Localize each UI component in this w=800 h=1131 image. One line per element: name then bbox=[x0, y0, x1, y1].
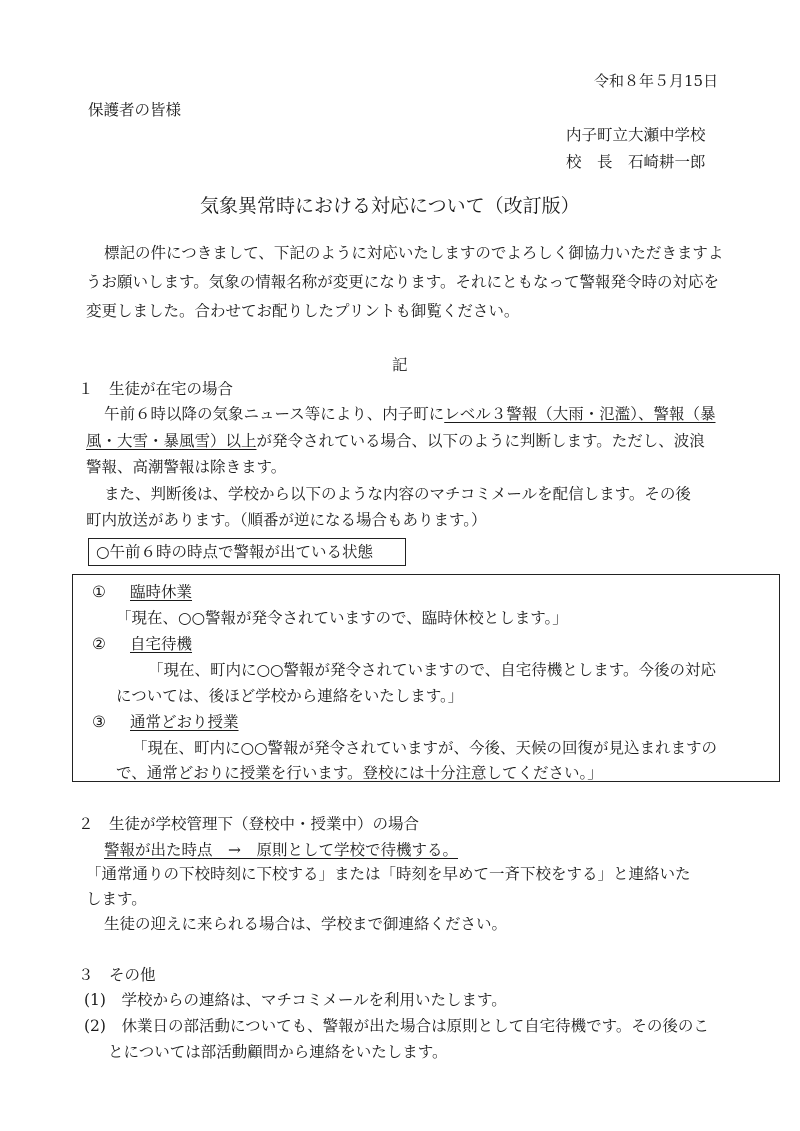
option3-text-line2: で、通常どおりに授業を行います。登校には十分注意してください。」 bbox=[116, 764, 603, 782]
section2-line2: します。 bbox=[86, 890, 147, 908]
condition-label: ○午前６時の時点で警報が出ている状態 bbox=[96, 543, 374, 561]
option2-label: 自宅待機 bbox=[130, 635, 193, 653]
option2-text-line1: 「現在、町内に○○警報が発令されていますので、自宅待機とします。今後の対応 bbox=[148, 661, 717, 679]
option3-num: ③ bbox=[92, 713, 106, 731]
sender-school: 内子町立大瀬中学校 bbox=[566, 126, 706, 144]
sender-principal: 校 長 石崎耕一郎 bbox=[566, 153, 706, 171]
section3-heading: ３ その他 bbox=[78, 966, 156, 984]
date: 令和８年５月15日 bbox=[594, 72, 719, 90]
section1-p1-line3: 警報、高潮警報は除きます。 bbox=[86, 458, 287, 476]
option3-text-line1: 「現在、町内に○○警報が発令されていますが、今後、天候の回復が見込まれますの bbox=[132, 739, 718, 757]
section1-p1-line2-text: が発令されている場合、以下のように判断します。ただし、波浪 bbox=[256, 432, 705, 450]
section3-item2-line2: とについては部活動顧問から連絡をいたします。 bbox=[108, 1043, 448, 1061]
section3-item2-line1: (2) 休業日の部活動についても、警報が出た場合は原則として自宅待機です。その後のこ bbox=[84, 1017, 709, 1035]
option1-label: 臨時休業 bbox=[130, 583, 193, 601]
section1-p1-line2 bbox=[86, 431, 705, 451]
option2-text-line2: については、後ほど学校から連絡をいたします。」 bbox=[116, 687, 464, 705]
section1-p2-line2: 町内放送があります。（順番が逆になる場合もあります。） bbox=[86, 511, 487, 529]
section2-line3: 生徒の迎えに来られる場合は、学校まで御連絡ください。 bbox=[104, 915, 508, 933]
option2-num: ② bbox=[92, 635, 106, 653]
option3-label: 通常どおり授業 bbox=[130, 713, 239, 731]
section3-item1: (1) 学校からの連絡は、マチコミメールを利用いたします。 bbox=[84, 991, 507, 1009]
recipient: 保護者の皆様 bbox=[88, 101, 182, 119]
intro-line-1: 標記の件につきまして、下記のように対応いたしますのでよろしく御協力いただきますよ bbox=[104, 244, 724, 262]
document-title: 気象異常時における対応について（改訂版） bbox=[200, 195, 580, 217]
section2-arrow-line: 警報が出た時点 → 原則として学校で待機する。 bbox=[104, 841, 458, 859]
intro-line-3: 変更しました。合わせてお配りしたプリントも御覧ください。 bbox=[86, 302, 520, 320]
warning-level-underline: レベル３警報（大雨・氾濫）、警報（暴 bbox=[444, 405, 716, 423]
section1-p1-line1 bbox=[104, 404, 716, 424]
ki-marker: 記 bbox=[392, 356, 408, 374]
section1-p1-line1-text: 午前６時以降の気象ニュース等により、内子町に bbox=[104, 405, 445, 423]
section1-heading: １ 生徒が在宅の場合 bbox=[78, 380, 234, 398]
option1-text: 「現在、○○警報が発令されていますので、臨時休校とします。」 bbox=[116, 609, 568, 627]
option1-num: ① bbox=[92, 583, 106, 601]
intro-line-2: うお願いします。気象の情報名称が変更になります。それにともなって警報発令時の対応を bbox=[86, 273, 720, 291]
warning-types-underline: 風・大雪・暴風雪）以上 bbox=[86, 432, 257, 450]
section2-line1: 「通常通りの下校時刻に下校する」または「時刻を早めて一斉下校をする」と連絡いた bbox=[86, 865, 691, 883]
section2-heading: ２ 生徒が学校管理下（登校中・授業中）の場合 bbox=[78, 815, 420, 833]
section1-p2-line1: また、判断後は、学校から以下のような内容のマチコミメールを配信します。その後 bbox=[104, 485, 691, 503]
